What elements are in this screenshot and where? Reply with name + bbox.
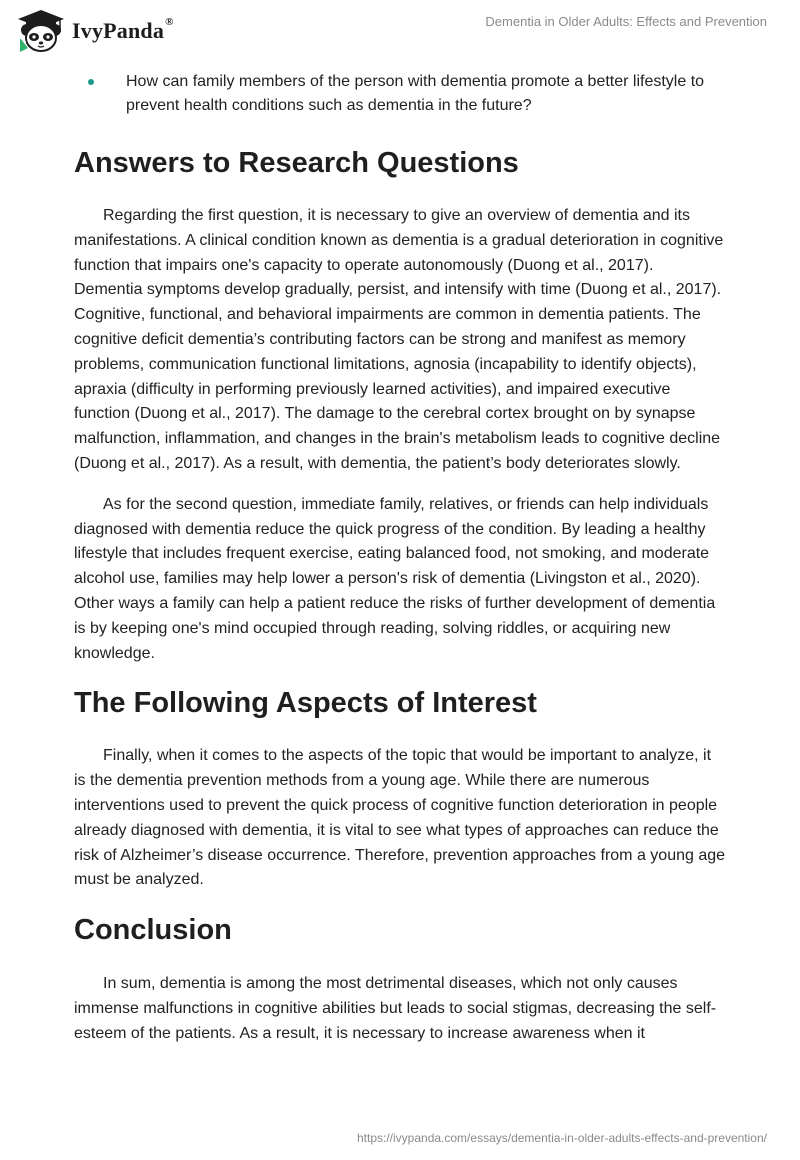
section-heading-conclusion: Conclusion <box>74 914 232 947</box>
source-url[interactable]: https://ivypanda.com/essays/dementia-in-older-adults-effects-and-prevention/ <box>357 1131 767 1145</box>
bullet-dot-icon <box>88 79 94 85</box>
paragraph: As for the second question, immediate family, relatives, or friends can help individuals diagnosed with dementia reduce the quick progress of the condition. By leading a healthy lifestyle that includes frequent exercise, eating balanced food, not smoking, and moderate alcohol use, families may help lower a person's risk of dementia (Livingston et al., 2020). Other ways a family can help a patient reduce the risks of further development of dementia is by keeping one's mind occupied through reading, solving riddles, or acquiring new knowledge. <box>74 495 716 662</box>
document-title: Dementia in Older Adults: Effects and Prevention <box>485 14 767 29</box>
paragraph: Finally, when it comes to the aspects of the topic that would be important to analyze, it is the dementia prevention methods from a young age. While there are numerous interventions used to prevent the quick process of cognitive function deterioration in people already diagnosed with dementia, it is vital to see what types of approaches can reduce the risk of Alzheimer’s disease occurrence. Therefore, prevention approaches from a young age must be analyzed. <box>74 747 726 889</box>
list-item <box>74 70 726 118</box>
paragraph: In sum, dementia is among the most detrimental diseases, which not only causes immense malfunctions in cognitive abilities but leads to social stigmas, decreasing the self-esteem of the patients. As a result, it is necessary to increase awareness when it <box>74 975 717 1042</box>
list-item-text: How can family members of the person with dementia promote a better lifestyle to prevent health conditions such as dementia in the future? <box>126 73 705 114</box>
ivypanda-logo[interactable] <box>14 8 174 54</box>
section-heading-aspects: The Following Aspects of Interest <box>74 687 537 720</box>
logo-text: IvyPanda® <box>72 16 174 43</box>
section-heading-answers: Answers to Research Questions <box>74 147 519 179</box>
panda-graduate-logo-icon <box>14 8 68 54</box>
paragraph: Regarding the first question, it is necessary to give an overview of dementia and its manifestations. A clinical condition known as dementia is a gradual deterioration in cognitive function that impairs one's capacity to operate autonomously (Duong et al., 2017). Dementia symptoms develop gradually, persist, and intensify with time (Duong et al., 2017). Cognitive, functional, and behavioral impairments are common in dementia patients. The cognitive deficit dementia’s contributing factors can be strong and manifest as memory problems, communication functional limitations, agnosia (incapability to identify objects), apraxia (difficulty in performing previously learned activities), and impaired executive function (Duong et al., 2017). The damage to the cerebral cortex brought on by synapse malfunction, inflammation, and changes in the brain's metabolism leads to cognitive decline (Duong et al., 2017). As a result, with dementia, the patient’s body deteriorates slowly. <box>74 207 724 472</box>
page-header <box>0 0 800 70</box>
document-body <box>74 70 726 1047</box>
